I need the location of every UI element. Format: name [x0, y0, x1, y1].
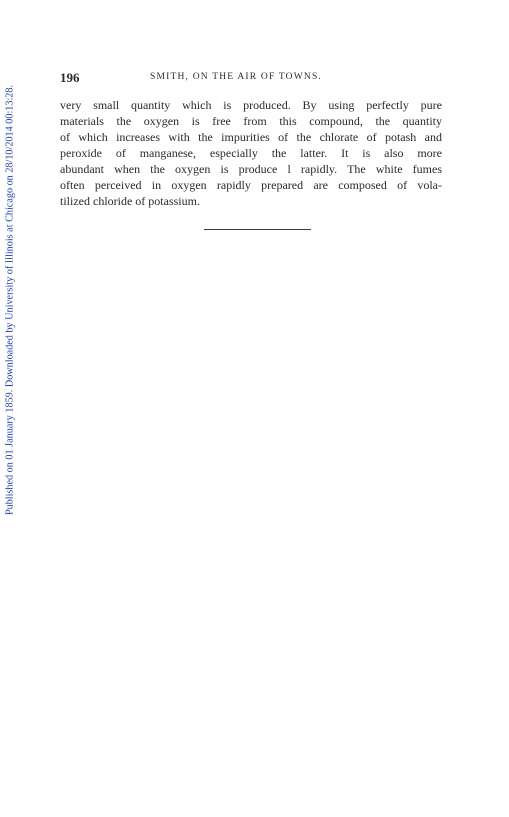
running-title: SMITH, ON THE AIR OF TOWNS.	[150, 72, 323, 82]
running-head	[60, 70, 442, 88]
text-line: materials the oxygen is free from this compound, the quantity	[60, 114, 442, 128]
text-line: very small quantity which is produced. By using perfectly pure	[60, 98, 442, 112]
section-divider	[204, 229, 311, 230]
text-line: often perceived in oxygen rapidly prepared are composed of vola-	[60, 178, 442, 192]
body-paragraph	[60, 97, 442, 209]
text-line: of which increases with the impurities of the chlorate of potash and	[60, 130, 442, 144]
text-line: tilized chloride of potassium.	[60, 194, 200, 208]
text-line: abundant when the oxygen is produce l rapidly. The white fumes	[60, 162, 442, 176]
download-stamp	[2, 0, 18, 817]
download-stamp-text: Published on 01 January 1859. Downloaded by University of Illinois at Chicago on 28/10/2014 00:13:28.	[4, 84, 16, 516]
page-number: 196	[60, 70, 80, 85]
text-line: peroxide of manganese, especially the latter. It is also more	[60, 146, 442, 160]
